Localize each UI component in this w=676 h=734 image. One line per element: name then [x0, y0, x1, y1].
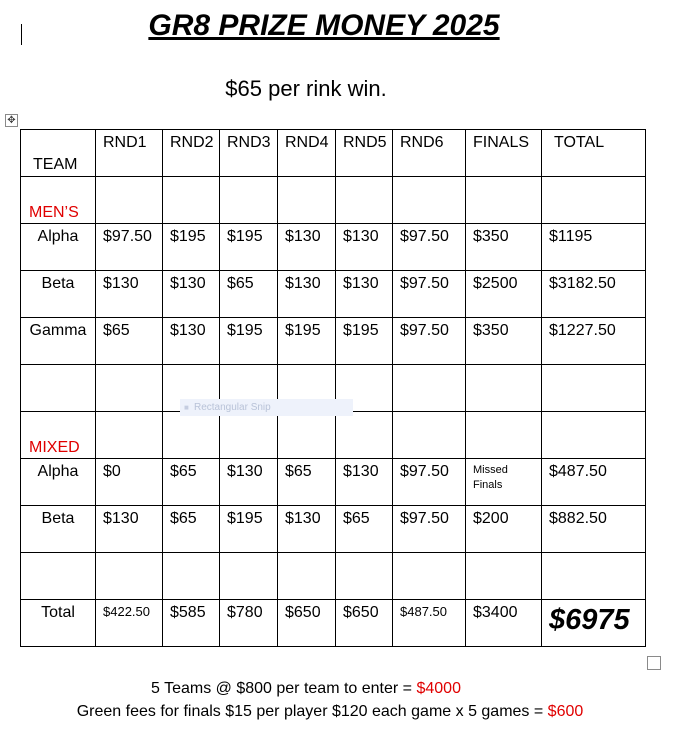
table-cell: $200 — [466, 506, 542, 553]
table-cell: $130 — [278, 271, 336, 318]
table-cell: $487.50 — [542, 459, 646, 506]
header-team: TEAM — [21, 130, 96, 177]
table-cell: $130 — [336, 459, 393, 506]
table-cell: $97.50 — [96, 224, 163, 271]
table-cell: $97.50 — [393, 271, 466, 318]
header-finals: FINALS — [466, 130, 542, 177]
table-cell: $487.50 — [393, 600, 466, 647]
table-cell: $65 — [163, 506, 220, 553]
table-cell: $97.50 — [393, 318, 466, 365]
team-cell: Alpha — [21, 459, 96, 506]
total-row — [21, 600, 646, 647]
header-rnd4: RND4 — [278, 130, 336, 177]
table-resize-handle[interactable] — [647, 656, 661, 670]
table-cell: $350 — [466, 318, 542, 365]
mixed-section-row — [21, 412, 646, 459]
table-cell: $422.50 — [96, 600, 163, 647]
entry-fee-text: 5 Teams @ $800 per team to enter = — [151, 680, 417, 697]
table-row — [21, 506, 646, 553]
table-cell: $130 — [336, 224, 393, 271]
table-cell: $97.50 — [393, 459, 466, 506]
team-cell: Beta — [21, 506, 96, 553]
table-cell: $130 — [336, 271, 393, 318]
team-cell: Gamma — [21, 318, 96, 365]
team-cell: Alpha — [21, 224, 96, 271]
prize-money-table — [20, 129, 646, 647]
green-fees-note — [0, 703, 668, 721]
table-cell: $650 — [278, 600, 336, 647]
document-subtitle: $65 per rink win. — [225, 76, 387, 101]
team-cell: Beta — [21, 271, 96, 318]
mens-section-row — [21, 177, 646, 224]
table-cell: $195 — [163, 224, 220, 271]
mixed-section-label: MIXED — [21, 412, 96, 459]
table-cell: $780 — [220, 600, 278, 647]
table-cell: $195 — [278, 318, 336, 365]
table-cell: $130 — [278, 506, 336, 553]
table-cell: $97.50 — [393, 224, 466, 271]
table-cell: $195 — [220, 318, 278, 365]
header-rnd6: RND6 — [393, 130, 466, 177]
table-row — [21, 459, 646, 506]
table-cell: $882.50 — [542, 506, 646, 553]
table-cell: $130 — [163, 318, 220, 365]
table-cell: $3182.50 — [542, 271, 646, 318]
table-cell: $3400 — [466, 600, 542, 647]
table-cell: $65 — [163, 459, 220, 506]
table-cell: $65 — [336, 506, 393, 553]
table-cell: $195 — [220, 224, 278, 271]
table-row — [21, 271, 646, 318]
document-title: GR8 PRIZE MONEY 2025 — [148, 9, 500, 42]
table-cell: $65 — [96, 318, 163, 365]
grand-total: $6975 — [542, 600, 646, 647]
table-cell: $195 — [336, 318, 393, 365]
table-cell: $650 — [336, 600, 393, 647]
table-row — [21, 318, 646, 365]
green-fees-amount: $600 — [547, 703, 584, 720]
table-cell: $130 — [278, 224, 336, 271]
table-cell: $97.50 — [393, 506, 466, 553]
table-cell: $130 — [163, 271, 220, 318]
table-cell: $585 — [163, 600, 220, 647]
entry-fee-note — [0, 680, 644, 698]
table-move-handle-icon[interactable]: ✥ — [5, 114, 18, 127]
table-cell: $130 — [96, 506, 163, 553]
table-cell: Missed Finals — [466, 459, 542, 506]
table-cell: $1195 — [542, 224, 646, 271]
header-rnd1: RND1 — [96, 130, 163, 177]
mens-section-label: MEN’S — [21, 177, 96, 224]
header-rnd2: RND2 — [163, 130, 220, 177]
table-cell: $130 — [220, 459, 278, 506]
table-cell: $350 — [466, 224, 542, 271]
table-cell: $0 — [96, 459, 163, 506]
table-cell: $195 — [220, 506, 278, 553]
entry-fee-amount: $4000 — [416, 680, 461, 697]
table-cell: $2500 — [466, 271, 542, 318]
table-row — [21, 224, 646, 271]
header-total: TOTAL — [542, 130, 646, 177]
table-cell: $1227.50 — [542, 318, 646, 365]
total-label: Total — [21, 600, 96, 647]
table-cell: $65 — [278, 459, 336, 506]
table-cell: $65 — [220, 271, 278, 318]
green-fees-text: Green fees for finals $15 per player $120 each game x 5 games = — [76, 703, 548, 720]
rectangular-snip-overlay: ■ Rectangular Snip — [180, 399, 353, 416]
header-rnd3: RND3 — [220, 130, 278, 177]
header-row — [21, 130, 646, 177]
header-rnd5: RND5 — [336, 130, 393, 177]
table-cell: $130 — [96, 271, 163, 318]
empty-row — [21, 553, 646, 600]
